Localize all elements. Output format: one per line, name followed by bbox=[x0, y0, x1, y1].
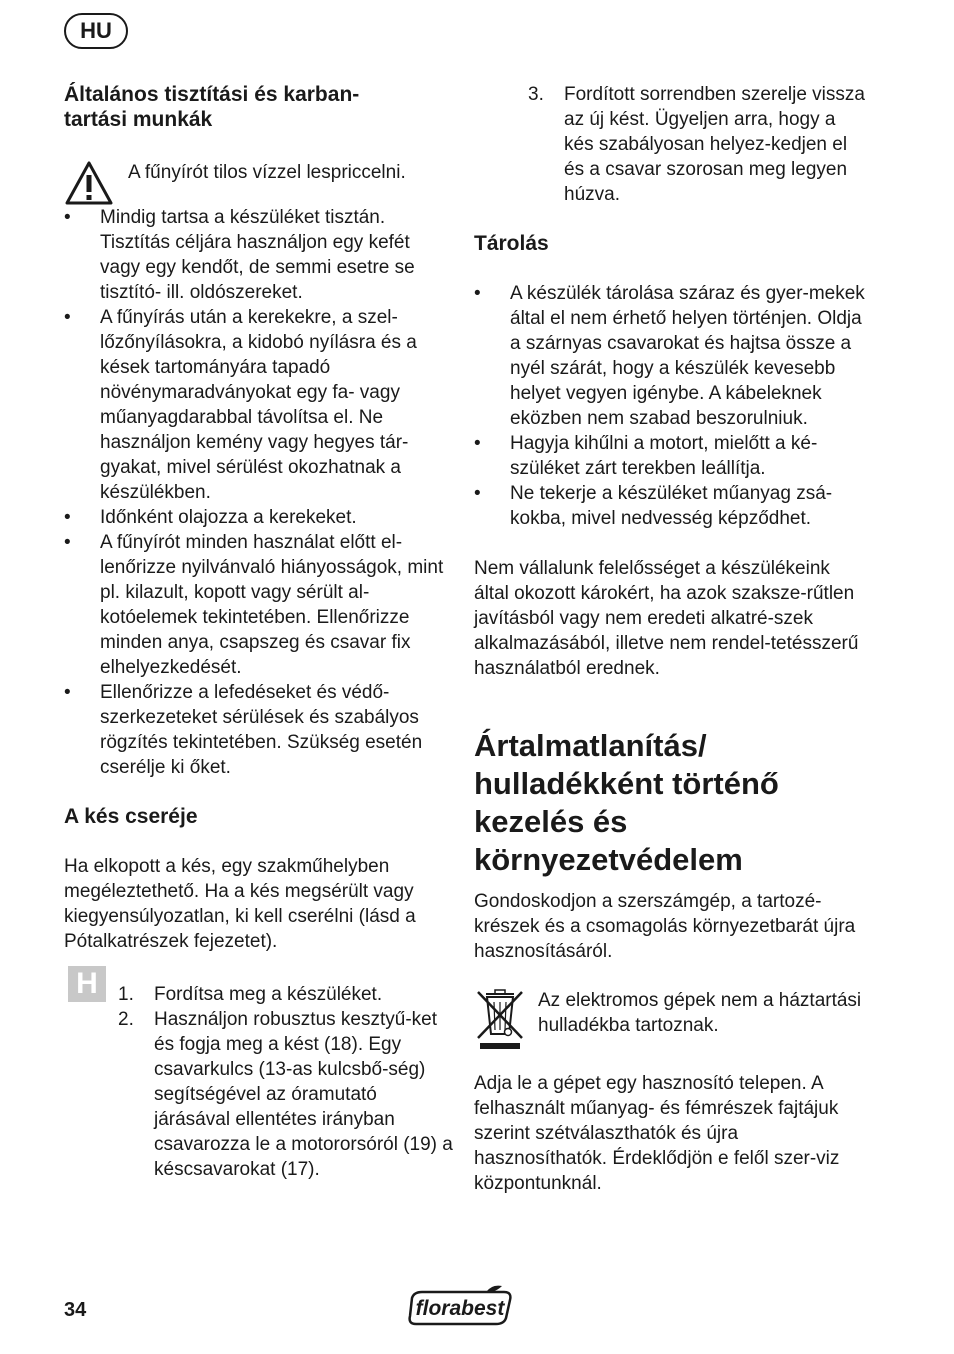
list-item: • Mindig tartsa a készüléket tisztán. Tisztítás céljára használjon egy kefét vagy egy kendőt, de semmi esetre se tisztító- ill. oldószereket. bbox=[64, 205, 454, 305]
logo-text: florabest bbox=[415, 1297, 505, 1320]
warning-text: A fűnyírót tilos vízzel lespriccelni. bbox=[128, 162, 406, 183]
blade-steps bbox=[64, 982, 454, 1182]
blade-step-3 bbox=[474, 82, 866, 207]
step-text: Használjon robusztus kesztyű-ket és fogja meg a kést (18). Egy csavarkulcs (13-as kulcsbő-ség) segítségével az óramutató járásával ellentétes irányban csavarozza le a motororsóról (19) a késcsavarokat (17). bbox=[154, 1009, 453, 1180]
section-title-disposal: Ártalmatlanítás/ hulladékként történő kezelés és környezetvédelem bbox=[474, 728, 779, 877]
list-item: • A készülék tárolása száraz és gyer-mekek által el nem érhető helyen történjen. Oldja a szárnyas csavarokat és hajtsa össze a nyél szárát, hogy a készülék kevesebb helyet vegyen igénybe. A kábeleknek eközben nem szabad beszorulniuk. bbox=[474, 281, 866, 431]
section-title-cleaning bbox=[64, 82, 454, 132]
weee-row bbox=[474, 988, 866, 1057]
left-column bbox=[64, 82, 454, 1182]
h-label-box: H bbox=[68, 966, 106, 1002]
blade-intro: Ha elkopott a kés, egy szakműhelyben megéleztethető. Ha a kés megsérült vagy kiegyensúlyozatlan, ki kell cserélni (lásd a Pótalkatrészek fejezetet). bbox=[64, 856, 416, 952]
storage-bullets bbox=[474, 281, 866, 531]
crossed-bin-icon bbox=[474, 988, 538, 1057]
step-item bbox=[118, 1007, 454, 1182]
liability-text: Nem vállalunk felelősséget a készülékeink által okozott károkért, ha azok szaksze-rűtlen javításból vagy nem eredeti alkatré-szek alkalmazásából, illetve nem rendel-tetésszerű használatból erednek. bbox=[474, 558, 859, 679]
step-number: 3. bbox=[528, 84, 544, 105]
list-item: • Ne tekerje a készüléket műanyag zsá-kokba, mivel nedvesség képződhet. bbox=[474, 481, 866, 531]
step-number: 1. bbox=[118, 984, 134, 1005]
right-column bbox=[474, 82, 866, 1196]
step-text: Fordítsa meg a készüléket. bbox=[154, 984, 383, 1005]
recycle-text: Adja le a gépet egy hasznosító telepen. A felhasznált műanyag- és fémrészek fajtájuk szerint szétválaszthatók és újra hasznosíthatók. Érdeklődjön e felől szer-viz központunknál. bbox=[474, 1073, 840, 1194]
weee-text: Az elektromos gépek nem a háztartási hulladékba tartoznak. bbox=[538, 990, 862, 1036]
cleaning-bullets bbox=[64, 205, 454, 780]
title-line-2: tartási munkák bbox=[64, 108, 213, 131]
step-number: 2. bbox=[118, 1009, 134, 1030]
step-text: Fordított sorrendben szerelje vissza az új kést. Ügyeljen arra, hogy a kés szabályosan helyez-kedjen el és a csavar szorosan meg legyen húzva. bbox=[564, 84, 865, 205]
title-line-1: Általános tisztítási és karban- bbox=[64, 83, 360, 106]
language-badge: HU bbox=[64, 13, 128, 49]
page-number: 34 bbox=[64, 1299, 87, 1321]
step-item bbox=[528, 82, 866, 207]
disposal-intro: Gondoskodjon a szerszámgép, a tartozé-krészek és a csomagolás környezetbarát újra hasznosításáról. bbox=[474, 891, 856, 962]
list-item: • Hagyja kihűlni a motort, mielőtt a ké-szüléket zárt terekben leállítja. bbox=[474, 431, 866, 481]
list-item: • A fűnyírót minden használat előtt el-lenőrizze nyilvánvaló hiányosságok, mint pl. kilazult, kopott vagy sérült al-kotóelemek tekintetében. Ellenőrizze minden anya, csapszeg és csavar fix elhelyezkedését. bbox=[64, 530, 454, 680]
florabest-logo bbox=[406, 1284, 516, 1328]
list-item: • A fűnyírás után a kerekekre, a szel-lőzőnyílásokra, a kidobó nyílásra és a kések tartományára tapadó növénymaradványokat egy fa- vagy műanyagdarabbal távolítsa el. Ne használjon kemény vagy hegyes tár-gyakat, mivel sérülést okozhatnak a készülékben. bbox=[64, 305, 454, 505]
step-item bbox=[118, 982, 454, 1007]
section-title-blade: A kés cseréje bbox=[64, 805, 198, 828]
section-title-storage: Tárolás bbox=[474, 232, 549, 255]
list-item: • Ellenőrizze a lefedéseket és védő-szerkezeteket sérülések és szabályos rögzítés tekintetében. Szükség esetén cserélje ki őket. bbox=[64, 680, 454, 780]
list-item: • Időnként olajozza a kerekeket. bbox=[64, 505, 454, 530]
